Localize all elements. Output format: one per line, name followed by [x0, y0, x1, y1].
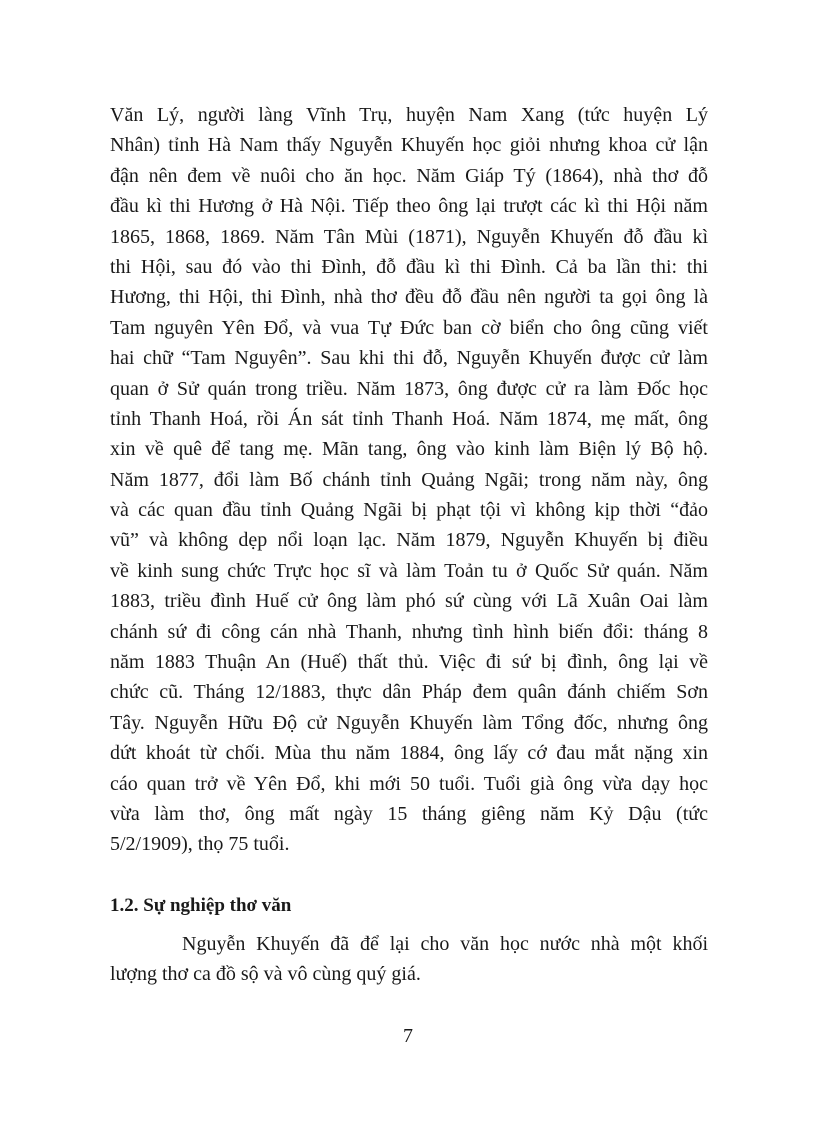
text-line: Tam nguyên Yên Đổ, và vua Tự Đức ban cờ biển cho ông cũng viết: [110, 316, 708, 339]
text-line: Hương, thi Hội, thi Đình, nhà thơ đều đỗ đầu nên người ta gọi ông là: [110, 286, 708, 309]
text-line: thi Hội, sau đó vào thi Đình, đỗ đầu kì thi Đình. Cả ba lần thi: thi: [110, 255, 708, 278]
text-line: năm 1883 Thuận An (Huế) thất thủ. Việc đi sứ bị đình, ông lại về: [110, 651, 708, 674]
section-paragraph: [110, 929, 708, 990]
text-line: 1865, 1868, 1869. Năm Tân Mùi (1871), Nguyễn Khuyến đỗ đầu kì: [110, 225, 708, 248]
text-line: vừa làm thơ, ông mất ngày 15 tháng giêng năm Kỷ Dậu (tức: [110, 802, 708, 825]
text-line: dứt khoát từ chối. Mùa thu năm 1884, ông lấy cớ đau mắt nặng xin: [110, 742, 708, 765]
text-line: lượng thơ ca đồ sộ và vô cùng quý giá.: [110, 963, 421, 986]
text-line: 1883, triều đình Huế cử ông làm phó sứ cùng với Lã Xuân Oai làm: [110, 590, 708, 613]
text-line: Năm 1877, đổi làm Bố chánh tỉnh Quảng Ngãi; trong năm này, ông: [110, 468, 708, 491]
text-line: chức cũ. Tháng 12/1883, thực dân Pháp đem quân đánh chiếm Sơn: [110, 681, 708, 704]
text-line: đầu kì thi Hương ở Hà Nội. Tiếp theo ông lại trượt các kì thi Hội năm: [110, 195, 708, 218]
text-line: cáo quan trở về Yên Đổ, khi mới 50 tuổi. Tuổi già ông vừa dạy học: [110, 772, 708, 795]
text-line: tỉnh Thanh Hoá, rồi Án sát tỉnh Thanh Hoá. Năm 1874, mẹ mất, ông: [110, 407, 708, 430]
text-line: vũ” và không dẹp nổi loạn lạc. Năm 1879, Nguyễn Khuyến bị điều: [110, 529, 708, 552]
page-number: 7: [403, 1025, 413, 1047]
section-heading: 1.2. Sự nghiệp thơ văn: [110, 895, 292, 916]
text-line: xin về quê để tang mẹ. Mãn tang, ông vào kinh làm Biện lý Bộ hộ.: [110, 438, 708, 461]
biography-paragraph: [110, 100, 708, 860]
text-line: quan ở Sử quán trong triều. Năm 1873, ông được cử ra làm Đốc học: [110, 377, 708, 400]
text-line: Tây. Nguyễn Hữu Độ cử Nguyễn Khuyến làm Tổng đốc, nhưng ông: [110, 711, 708, 734]
text-line: chánh sứ đi công cán nhà Thanh, nhưng tình hình biến đổi: tháng 8: [110, 620, 708, 643]
text-line: 5/2/1909), thọ 75 tuổi.: [110, 833, 290, 856]
text-line: và các quan đầu tỉnh Quảng Ngãi bị phạt tội vì không kịp thời “đảo: [110, 499, 708, 522]
text-line: Nguyễn Khuyến đã để lại cho văn học nước nhà một khối: [182, 933, 708, 955]
text-line: Nhân) tỉnh Hà Nam thấy Nguyễn Khuyến học giỏi nhưng khoa cử lận: [110, 134, 708, 157]
text-line: hai chữ “Tam Nguyên”. Sau khi thi đỗ, Nguyễn Khuyến được cử làm: [110, 347, 708, 370]
text-line: đận nên đem về nuôi cho ăn học. Năm Giáp Tý (1864), nhà thơ đỗ: [110, 164, 708, 187]
text-line: về kinh sung chức Trực học sĩ và làm Toản tu ở Quốc Sử quán. Năm: [110, 559, 708, 582]
text-line: Văn Lý, người làng Vĩnh Trụ, huyện Nam Xang (tức huyện Lý: [110, 104, 708, 126]
